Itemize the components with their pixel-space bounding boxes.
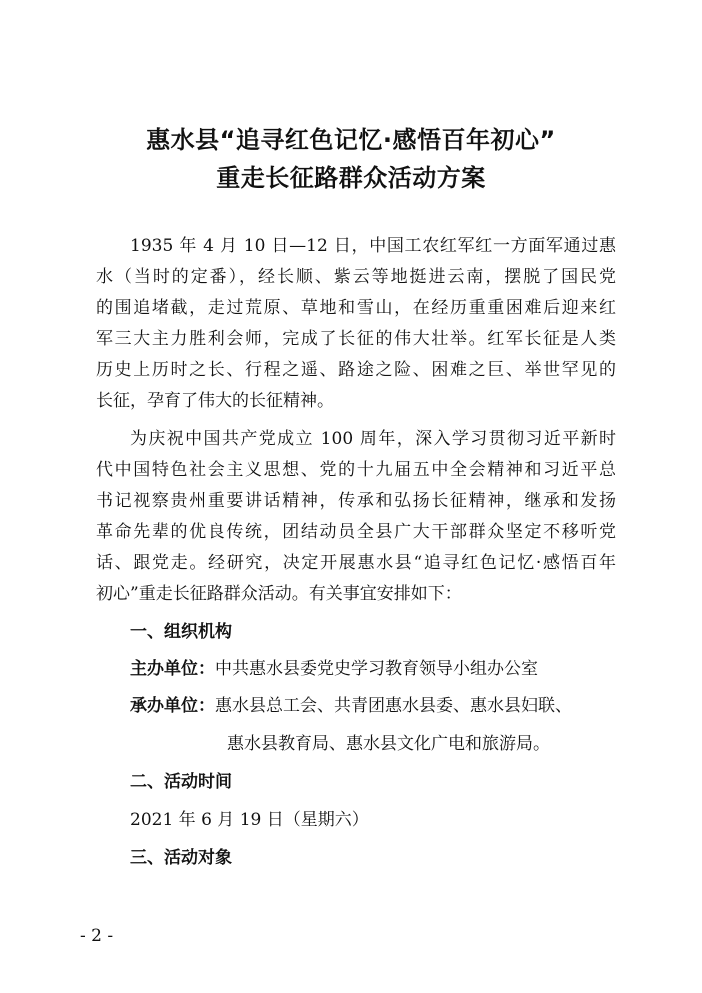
organizer-unit-label: 承办单位： [130, 696, 215, 716]
paragraph-1-line: 长征，孕育了伟大的长征精神。 [96, 391, 334, 411]
paragraph-1-line: 的围追堵截，走过荒原、草地和雪山，在经历重重困难后迎来红 [96, 298, 616, 318]
section-2-heading: 二、活动时间 [130, 772, 232, 792]
paragraph-2-line: 话、跟党走。经研究，决定开展惠水县“追寻红色记忆·感悟百年 [96, 553, 616, 573]
paragraph-2-line: 代中国特色社会主义思想、党的十九届五中全会精神和习近平总 [96, 460, 616, 480]
document-title-line-2: 重走长征路群众活动方案 [216, 164, 486, 192]
paragraph-2-line: 为庆祝中国共产党成立 100 周年，深入学习贯彻习近平新时 [130, 429, 616, 449]
organizer-unit-value-line-1: 惠水县总工会、共青团惠水县委、惠水县妇联、 [215, 696, 572, 716]
document-title-line-1: 惠水县“追寻红色记忆·感悟百年初心” [146, 126, 556, 154]
activity-date: 2021 年 6 月 19 日（星期六） [130, 810, 369, 830]
host-unit-row [130, 657, 616, 681]
section-3-heading: 三、活动对象 [130, 848, 232, 868]
host-unit-label: 主办单位： [130, 659, 215, 679]
organizer-unit-row [130, 694, 616, 718]
paragraph-1-line: 历史上历时之长、行程之遥、路途之险、困难之巨、举世罕见的 [96, 360, 616, 380]
paragraph-1-line: 1935 年 4 月 10 日—12 日，中国工农红军红一方面军通过惠 [130, 236, 616, 256]
page-number: - 2 - [80, 926, 114, 946]
paragraph-2-line: 书记视察贵州重要讲话精神，传承和弘扬长征精神，继承和发扬 [96, 491, 616, 511]
host-unit-value: 中共惠水县委党史学习教育领导小组办公室 [215, 659, 538, 679]
paragraph-2-line: 初心”重走长征路群众活动。有关事宜安排如下： [96, 584, 462, 604]
section-1-heading: 一、组织机构 [130, 622, 232, 642]
paragraph-1-line: 水（当时的定番），经长顺、紫云等地挺进云南，摆脱了国民党 [96, 267, 616, 287]
paragraph-1-line: 军三大主力胜利会师，完成了长征的伟大壮举。红军长征是人类 [96, 329, 616, 349]
paragraph-2-line: 革命先辈的优良传统，团结动员全县广大干部群众坚定不移听党 [96, 522, 616, 542]
organizer-unit-value-line-2: 惠水县教育局、惠水县文化广电和旅游局。 [227, 734, 550, 754]
